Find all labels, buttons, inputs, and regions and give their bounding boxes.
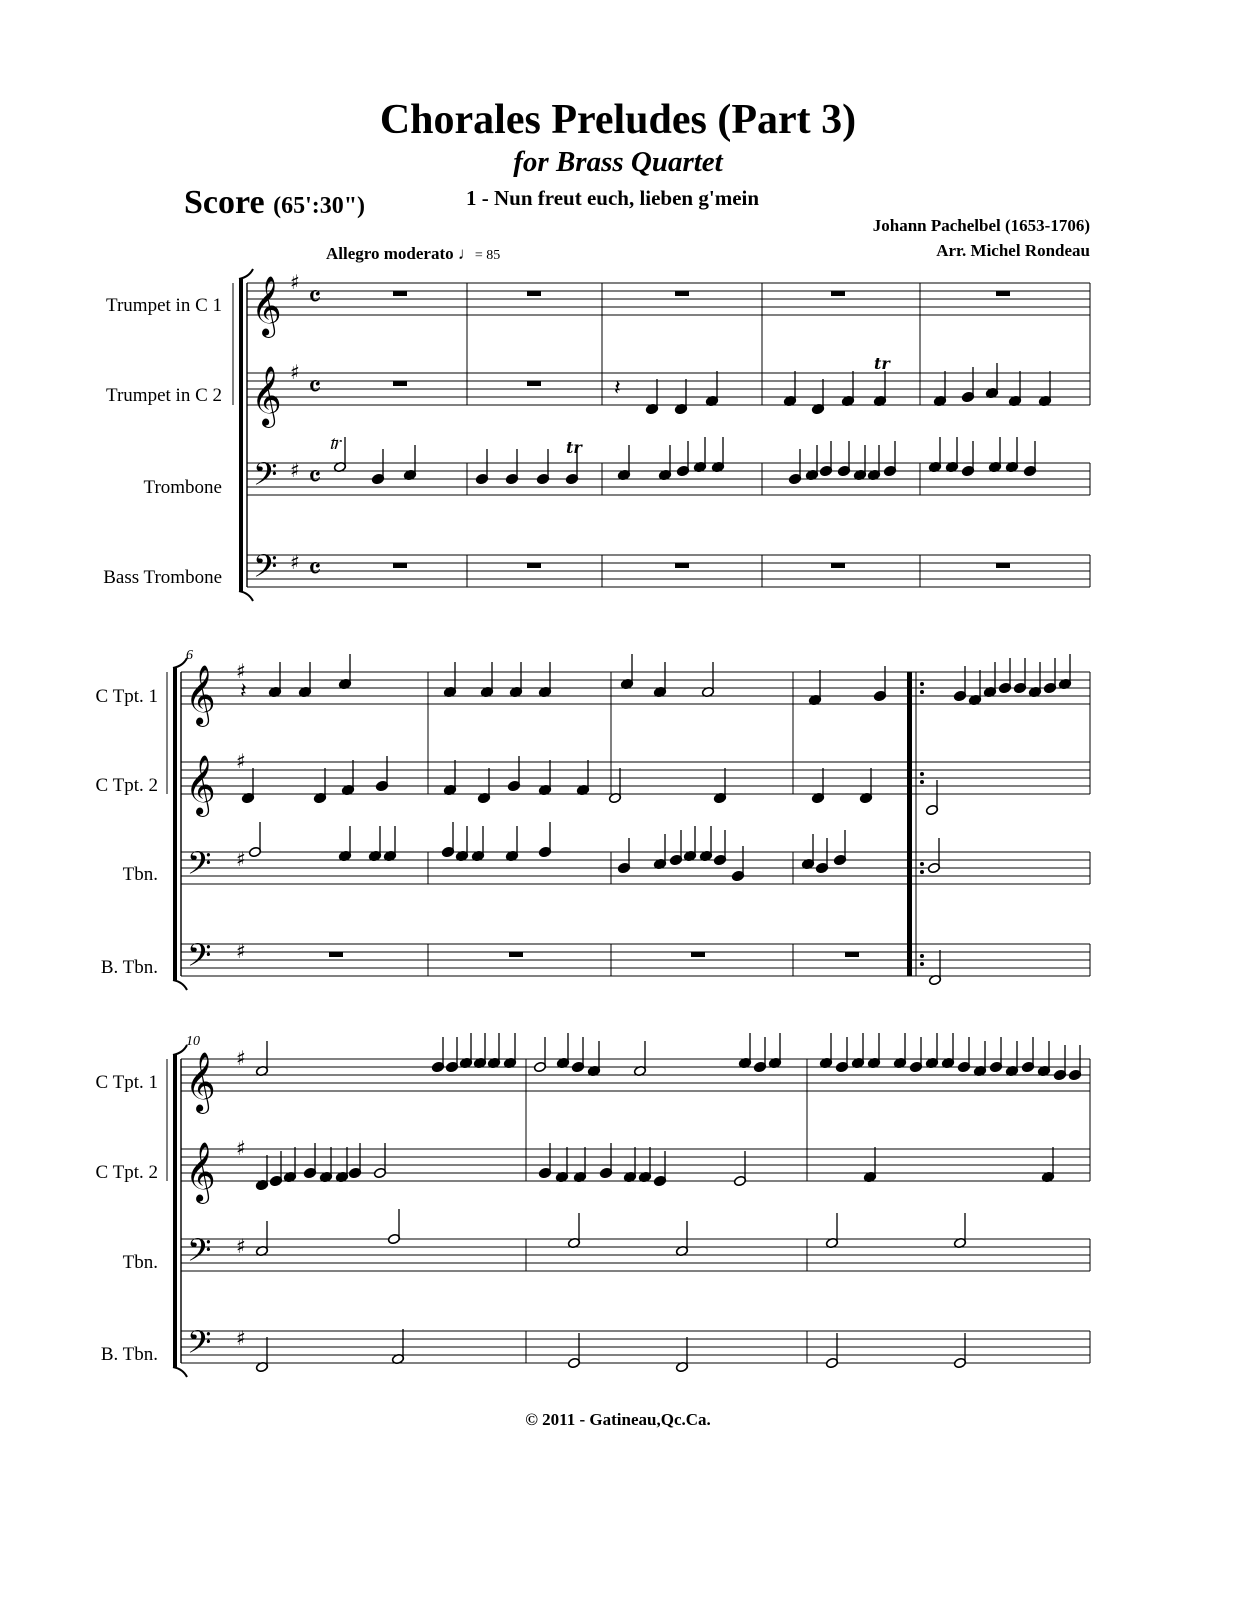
repeat-barline [907, 672, 912, 976]
whole-rest [831, 291, 845, 296]
treble-clef-icon: 𝄞 [251, 366, 282, 426]
sharp-icon: ♯ [236, 1234, 246, 1258]
instrument-label-trumpet-1: C Tpt. 1 [95, 686, 158, 707]
repeat-dot [920, 870, 924, 874]
quarter-note-icon: ♩ [457, 244, 475, 263]
trill-mark: tr [874, 354, 890, 373]
copyright-notice: © 2011 - Gatineau,Qc.Ca. [525, 1410, 711, 1429]
repeat-dot [920, 780, 924, 784]
score-label-text: Score [184, 184, 265, 221]
repeat-dot [920, 862, 924, 866]
sharp-icon: ♯ [290, 550, 300, 574]
instrument-label-bass-trombone: B. Tbn. [100, 957, 158, 978]
sharp-icon: ♯ [236, 1046, 246, 1070]
tempo-text: Allegro moderato [326, 244, 454, 263]
instrument-label-trombone: Tbn. [122, 1252, 158, 1273]
repeat-dot [920, 682, 924, 686]
treble-clef-icon: 𝄞 [185, 665, 216, 725]
sharp-icon: ♯ [236, 939, 246, 963]
system-bracket [173, 668, 177, 980]
treble-clef-icon: 𝄞 [185, 755, 216, 815]
measure-number: 6 [186, 648, 193, 663]
sharp-icon: ♯ [290, 360, 300, 384]
repeat-dot [920, 962, 924, 966]
whole-rest [527, 563, 541, 568]
whole-rest [996, 563, 1010, 568]
bass-clef-icon: 𝄢 [187, 1324, 212, 1368]
system-bracket-hook [173, 1367, 187, 1377]
whole-rest [329, 952, 343, 957]
instrument-label-bass-trombone: Bass Trombone [103, 567, 222, 588]
treble-clef-icon: 𝄞 [185, 1052, 216, 1112]
instrument-label-trombone: Trombone [143, 477, 222, 498]
common-time-icon: 𝄴 [308, 370, 322, 405]
common-time-icon: 𝄴 [308, 280, 322, 315]
whole-rest [675, 563, 689, 568]
instrument-label-bass-trombone: B. Tbn. [100, 1344, 158, 1365]
sharp-icon: ♯ [236, 847, 246, 871]
bass-clef-icon: 𝄢 [253, 548, 278, 592]
treble-clef-icon: 𝄞 [185, 1142, 216, 1202]
arranger-credit: Arr. Michel Rondeau [936, 241, 1090, 260]
system-bracket [239, 279, 243, 591]
whole-rest [393, 563, 407, 568]
whole-rest [527, 291, 541, 296]
composer-credit: Johann Pachelbel (1653-1706) [872, 216, 1090, 235]
whole-rest [845, 952, 859, 957]
instrument-label-trumpet-2: C Tpt. 2 [95, 1162, 158, 1183]
score-title: Chorales Preludes (Part 3) [379, 97, 857, 143]
instrument-label-trombone: Tbn. [122, 864, 158, 885]
whole-rest [691, 952, 705, 957]
trill-mark: tr [566, 438, 582, 457]
whole-rest [675, 291, 689, 296]
whole-rest [393, 291, 407, 296]
common-time-icon: 𝄴 [308, 460, 322, 495]
bass-clef-icon: 𝄢 [187, 937, 212, 981]
movement-title: 1 - Nun freut euch, lieben g'mein [466, 186, 760, 210]
mordent-mark: 𝆖 [330, 430, 342, 454]
whole-rest [831, 563, 845, 568]
quarter-rest-icon: 𝄽 [240, 679, 247, 704]
whole-rest [527, 381, 541, 386]
system-bracket-hook [173, 980, 187, 990]
common-time-icon: 𝄴 [308, 552, 322, 587]
bass-clef-icon: 𝄢 [253, 456, 278, 500]
bass-clef-icon: 𝄢 [187, 1232, 212, 1276]
system-bracket-hook [239, 591, 253, 601]
whole-rest [509, 952, 523, 957]
treble-clef-icon: 𝄞 [251, 276, 282, 336]
sharp-icon: ♯ [236, 659, 246, 683]
bass-clef-icon: 𝄢 [187, 845, 212, 889]
whole-rest [996, 291, 1010, 296]
instrument-label-trumpet-1: Trumpet in C 1 [106, 295, 222, 316]
sharp-icon: ♯ [290, 458, 300, 482]
instrument-label-trumpet-2: Trumpet in C 2 [106, 385, 222, 406]
quarter-rest-icon: 𝄽 [614, 376, 621, 401]
repeat-dot [920, 690, 924, 694]
repeat-dot [920, 772, 924, 776]
sharp-icon: ♯ [290, 270, 300, 294]
instrument-label-trumpet-1: C Tpt. 1 [95, 1072, 158, 1093]
sharp-icon: ♯ [236, 1326, 246, 1350]
tempo-value: = 85 [474, 248, 501, 263]
system-bracket [173, 1055, 177, 1367]
score-subtitle: for Brass Quartet [513, 146, 723, 178]
repeat-dot [920, 954, 924, 958]
measure-number: 10 [186, 1034, 200, 1049]
instrument-label-trumpet-2: C Tpt. 2 [95, 775, 158, 796]
whole-rest [393, 381, 407, 386]
sharp-icon: ♯ [236, 749, 246, 773]
score-duration: (65':30") [273, 193, 366, 219]
sharp-icon: ♯ [236, 1136, 246, 1160]
